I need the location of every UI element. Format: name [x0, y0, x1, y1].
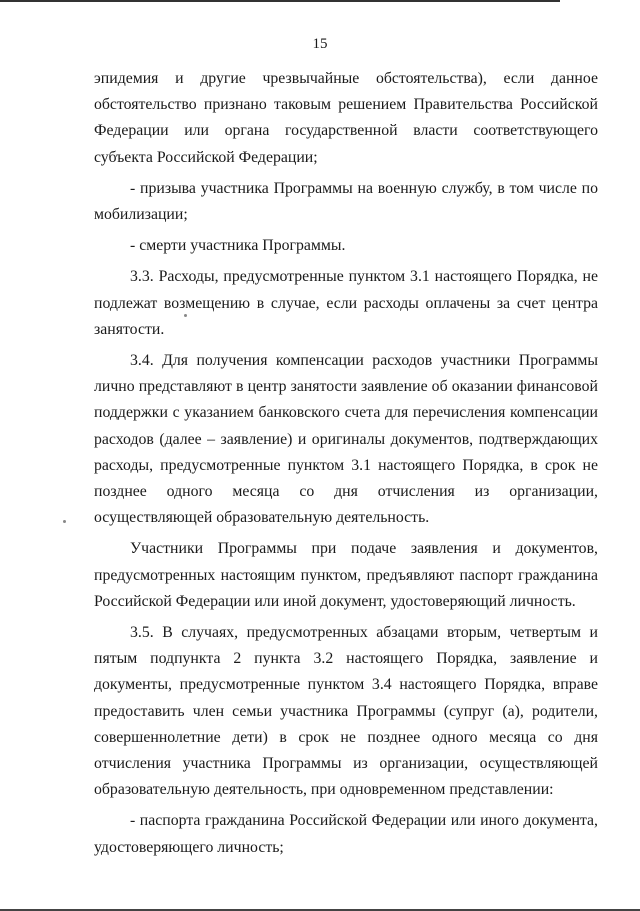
scan-artifact-dot	[63, 520, 66, 523]
paragraph-list-item-passport: - паспорта гражданина Российской Федерации или иного документа, удостоверяющего личность;	[94, 812, 598, 856]
document-body	[94, 66, 598, 866]
paragraph-clause-3-4: 3.4. Для получения компенсации расходов участники Программы лично представляют в центр занятости заявление об оказании финансовой поддержки с указанием банковского счета для перечисления компенсации расходов (далее – заявление) и оригиналы документов, подтверждающих расходы, предусмотренные пунктом 3.1 настоящего Порядка, в срок не позднее одного месяца со дня отчисления из организации, осуществляющей образовательную деятельность.	[94, 352, 598, 527]
paragraph-continuation: эпидемия и другие чрезвычайные обстоятельства), если данное обстоятельство признано таковым решением Правительства Российской Федерации или органа государственной власти соответствующего субъекта Российской Федерации;	[94, 70, 598, 166]
paragraph-list-item-death: - смерти участника Программы.	[130, 237, 346, 255]
paragraph-clause-3-5: 3.5. В случаях, предусмотренных абзацами вторым, четвертым и пятым подпункта 2 пункта 3.2 настоящего Порядка, заявление и документы, предусмотренные пунктом 3.4 настоящего Порядка, вправе предоставить член семьи участника Программы (супруг (а), родители, совершеннолетние дети) в срок не позднее одного месяца со дня отчисления участника Программы из организации, осуществляющей образовательную деятельность, при одновременном представлении:	[94, 624, 598, 799]
page-number: 15	[312, 36, 328, 52]
scan-artifact-dot	[184, 314, 187, 317]
paragraph-participants-documents: Участники Программы при подаче заявления и документов, предусмотренных настоящим пунктом, предъявляют паспорт гражданина Российской Федерации или иной документ, удостоверяющий личность.	[94, 540, 598, 610]
scan-top-border	[0, 0, 560, 2]
paragraph-clause-3-3: 3.3. Расходы, предусмотренные пунктом 3.1 настоящего Порядка, не подлежат возмещению в случае, если расходы оплачены за счет центра занятости.	[94, 268, 598, 338]
paragraph-list-item-conscription: - призыва участника Программы на военную службу, в том числе по мобилизации;	[94, 179, 598, 224]
